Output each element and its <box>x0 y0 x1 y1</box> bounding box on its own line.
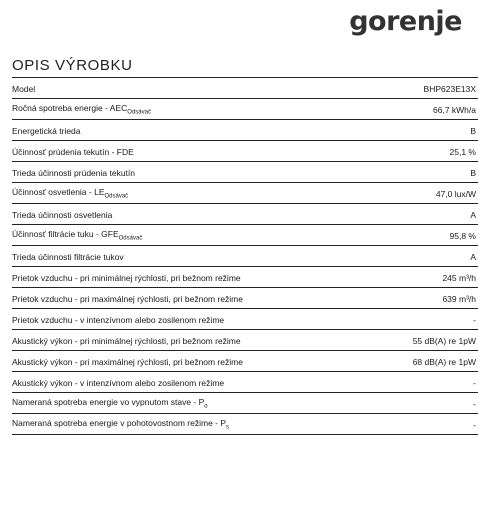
spec-label-text: Účinnosť prúdenia tekutín - FDE <box>12 146 134 157</box>
spec-label <box>12 294 243 304</box>
spec-label <box>12 418 229 431</box>
spec-label-subscript: Odsávač <box>104 193 129 200</box>
spec-value: 66,7 kWh/a <box>433 104 476 115</box>
spec-label-text: Akustický výkon - pri minimálnej rýchlosti, pri bežnom režime <box>12 335 241 346</box>
spec-label-subscript: Odsávač <box>127 109 151 116</box>
spec-row <box>12 225 478 246</box>
spec-row <box>12 309 478 330</box>
brand-logo: gorenje <box>349 6 462 37</box>
spec-row <box>12 288 478 309</box>
spec-value: BHP623E13X <box>423 83 476 94</box>
spec-value: 95,8 % <box>449 230 476 241</box>
spec-label <box>12 147 134 157</box>
spec-row <box>12 204 478 225</box>
spec-label-text: Prietok vzduchu - pri minimálnej rýchlosti, pri bežnom režime <box>12 272 241 283</box>
spec-row <box>12 120 478 141</box>
spec-label <box>12 168 135 178</box>
spec-value: 245 m³/h <box>442 272 476 283</box>
spec-row <box>12 141 478 162</box>
spec-value: 47,0 lux/W <box>435 188 476 199</box>
spec-label <box>12 126 81 136</box>
spec-label-text: Prietok vzduchu - pri maximálnej rýchlosti, pri bežnom režime <box>12 293 243 304</box>
spec-label-text: Trieda účinnosti filtrácie tukov <box>12 251 124 262</box>
spec-label-text: Trieda účinnosti prúdenia tekutín <box>12 167 136 178</box>
spec-label-text: Nameraná spotreba energie v pohotovostnom režime - P <box>12 418 227 429</box>
spec-label-subscript: Odsávač <box>118 235 143 242</box>
spec-value: 55 dB(A) re 1pW <box>412 335 476 346</box>
spec-label <box>12 315 224 325</box>
spec-label-text: Účinnosť osvetlenia - LE <box>12 187 105 198</box>
spec-value: - <box>473 314 476 325</box>
spec-value: 25,1 % <box>449 146 476 157</box>
spec-label-subscript: o <box>204 403 208 410</box>
spec-value: B <box>470 125 476 136</box>
spec-label-text: Energetická trieda <box>12 125 81 136</box>
spec-label <box>12 187 128 200</box>
spec-value: - <box>473 419 476 430</box>
spec-row <box>12 78 478 99</box>
spec-label <box>12 84 35 94</box>
spec-label <box>12 252 124 262</box>
spec-row <box>12 330 478 351</box>
spec-label <box>12 210 112 220</box>
spec-label-text: Akustický výkon - v intenzívnom alebo zosilenom režime <box>12 377 225 388</box>
spec-value: 68 dB(A) re 1pW <box>412 356 476 367</box>
spec-value: A <box>470 209 476 220</box>
spec-label <box>12 397 208 410</box>
spec-label <box>12 273 241 283</box>
spec-label <box>12 229 142 242</box>
spec-row <box>12 246 478 267</box>
spec-value: - <box>473 377 476 388</box>
product-spec-table <box>12 78 478 435</box>
spec-value: 639 m³/h <box>442 293 476 304</box>
spec-label <box>12 357 243 367</box>
spec-label-text: Nameraná spotreba energie vo vypnutom stave - P <box>12 397 205 408</box>
spec-value: - <box>473 398 476 409</box>
spec-label-text: Akustický výkon - pri maximálnej rýchlosti, pri bežnom režime <box>12 356 243 367</box>
spec-row <box>12 351 478 372</box>
spec-row <box>12 162 478 183</box>
spec-label-subscript: s <box>226 424 230 431</box>
spec-row <box>12 183 478 204</box>
spec-value: A <box>470 251 476 262</box>
spec-row <box>12 414 478 435</box>
spec-label <box>12 336 241 346</box>
spec-label <box>12 103 151 116</box>
spec-row <box>12 99 478 120</box>
spec-label-text: Model <box>12 83 36 94</box>
spec-row <box>12 372 478 393</box>
spec-row <box>12 267 478 288</box>
spec-row <box>12 393 478 414</box>
page-title: OPIS VÝROBKU <box>12 57 133 74</box>
spec-label <box>12 378 224 388</box>
spec-label-text: Účinnosť filtrácie tuku - GFE <box>12 229 119 240</box>
spec-label-text: Ročná spotreba energie - AEC <box>12 103 128 114</box>
spec-label-text: Trieda účinnosti osvetlenia <box>12 209 113 220</box>
spec-label-text: Prietok vzduchu - v intenzívnom alebo zosilenom režime <box>12 314 225 325</box>
spec-value: B <box>470 167 476 178</box>
